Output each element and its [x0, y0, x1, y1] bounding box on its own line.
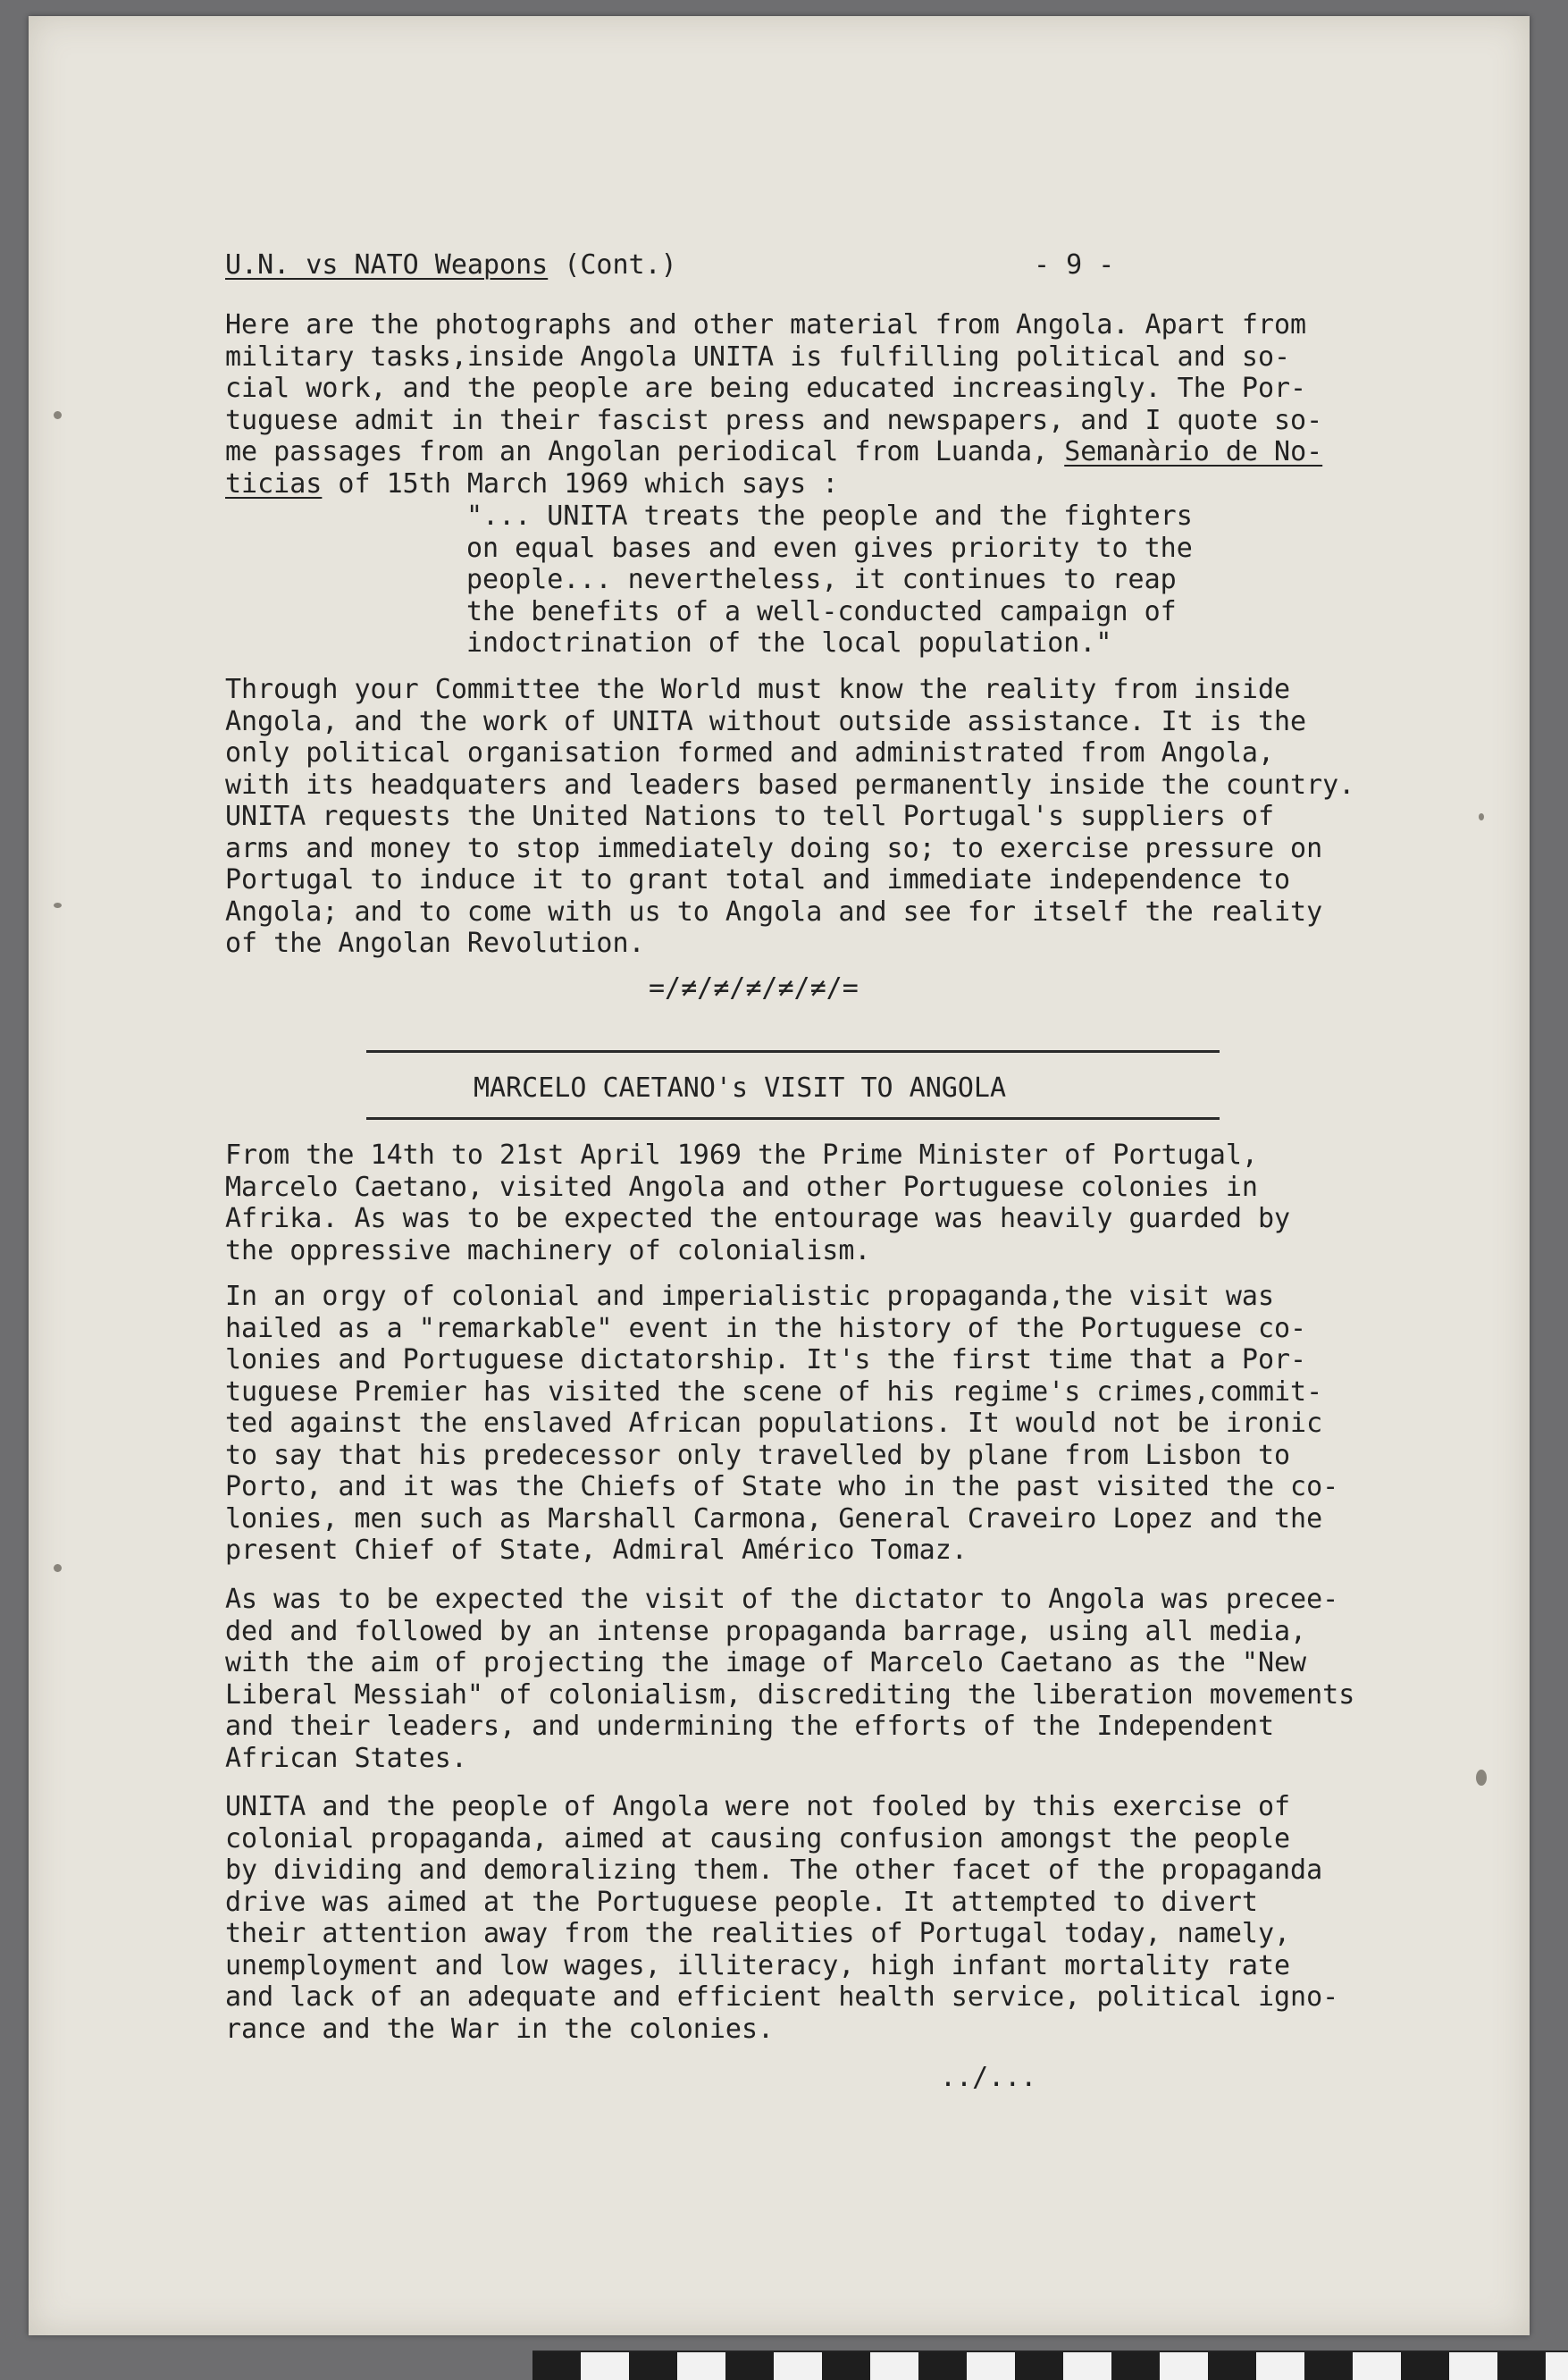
text-line: unemployment and low wages, illiteracy, high infant mortality rate	[225, 1949, 1291, 1981]
text-line: and lack of an adequate and efficient health service, political igno-	[225, 1981, 1339, 2013]
paragraph-barrage	[225, 1584, 1449, 1774]
text-line: present Chief of State, Admiral Américo Tomaz.	[225, 1535, 968, 1566]
text-line: UNITA requests the United Nations to tell Portugal's suppliers of	[225, 801, 1274, 832]
text-line: tuguese admit in their fascist press and newspapers, and I quote so-	[225, 404, 1323, 436]
paragraph-unita-response	[225, 1791, 1449, 2045]
text-line	[225, 436, 1449, 468]
paragraph-visit	[225, 1140, 1449, 1266]
header-cont: (Cont.)	[548, 249, 677, 281]
text-line: Through your Committee the World must know the reality from inside	[225, 674, 1291, 705]
text-line: cial work, and the people are being educated increasingly. The Por-	[225, 373, 1307, 404]
text-line: colonial propaganda, aimed at causing confusion amongst the people	[225, 1822, 1291, 1854]
quote-line: people... nevertheless, it continues to reap	[466, 564, 1177, 595]
text-line: arms and money to stop immediately doing so; to exercise pressure on	[225, 832, 1323, 864]
paper-mark	[1479, 813, 1484, 820]
text-line: Porto, and it was the Chiefs of State who in the past visited the co-	[225, 1471, 1339, 1502]
section-title: MARCELO CAETANO's VISIT TO ANGOLA	[474, 1072, 1007, 1104]
text-line: drive was aimed at the Portuguese people. It attempted to divert	[225, 1886, 1258, 1918]
periodical-title: Semanàrio de No-	[1064, 436, 1323, 467]
text-line: Marcelo Caetano, visited Angola and other Portuguese colonies in	[225, 1171, 1258, 1203]
text-line: military tasks,inside Angola UNITA is fulfilling political and so-	[225, 341, 1291, 373]
text-line: to say that his predecessor only travelled by plane from Lisbon to	[225, 1439, 1291, 1471]
text-line: of the Angolan Revolution.	[225, 928, 645, 959]
text-line: by dividing and demoralizing them. The other facet of the propaganda	[225, 1854, 1323, 1886]
text-line: with its headquaters and leaders based permanently inside the country.	[225, 769, 1355, 801]
text-line: Here are the photographs and other material from Angola. Apart from	[225, 309, 1307, 341]
text-line: with the aim of projecting the image of Marcelo Caetano as the "New	[225, 1647, 1307, 1678]
quote-line: on equal bases and even gives priority to the	[466, 532, 1193, 564]
text-line: As was to be expected the visit of the dictator to Angola was preceе-	[225, 1584, 1339, 1615]
text-line	[225, 468, 1449, 500]
text-line: hailed as a "remarkable" event in the history of the Portuguese co-	[225, 1312, 1307, 1344]
text-line: Afrika. As was to be expected the entourage was heavily guarded by	[225, 1203, 1291, 1234]
quote-line: the benefits of a well-conducted campaign of	[466, 595, 1177, 627]
text-line: Portugal to induce it to grant total and immediate independence to	[225, 864, 1291, 896]
page-header	[225, 249, 1119, 281]
text-line: ded and followed by an intense propaganda barrage, using all media,	[225, 1615, 1307, 1647]
paragraph-propaganda	[225, 1281, 1449, 1567]
paper-mark	[54, 903, 62, 908]
quote-line: "... UNITA treats the people and the fighters	[466, 500, 1193, 532]
paper-mark	[54, 411, 62, 419]
text-line: ted against the enslaved African populations. It would not be ironic	[225, 1408, 1323, 1439]
separator-mark: =/≠/≠/≠/≠/≠/=	[649, 972, 859, 1004]
paper-mark	[1476, 1770, 1487, 1786]
page-number: - 9 -	[1034, 249, 1115, 281]
text-line: lonies, men such as Marshall Carmona, General Craveiro Lopez and the	[225, 1502, 1323, 1535]
quote-line: indoctrination of the local population."	[466, 627, 1112, 659]
text-line: tuguese Premier has visited the scene of his regime's crimes,commit-	[225, 1375, 1323, 1408]
text-line: rance and the War in the colonies.	[225, 2013, 775, 2045]
section-rule-top	[366, 1050, 1220, 1053]
section-rule-bottom	[366, 1117, 1220, 1120]
scale-ruler	[532, 2351, 1568, 2380]
text-segment: me passages from an Angolan periodical from Luanda,	[225, 436, 1065, 467]
text-line: In an orgy of colonial and imperialistic propaganda,the visit was	[225, 1281, 1274, 1312]
paragraph-appeal	[225, 674, 1449, 960]
text-line: their attention away from the realities of Portugal today, namely,	[225, 1918, 1291, 1949]
text-line: lonies and Portuguese dictatorship. It's the first time that a Por-	[225, 1344, 1307, 1375]
paper-mark	[54, 1564, 62, 1572]
text-line: Angola; and to come with us to Angola and see for itself the reality	[225, 896, 1323, 928]
text-line: the oppressive machinery of colonialism.	[225, 1234, 871, 1266]
text-line: From the 14th to 21st April 1969 the Prime Minister of Portugal,	[225, 1140, 1258, 1171]
text-segment: of 15th March 1969 which says :	[322, 467, 839, 500]
text-line: Liberal Messiah" of colonialism, discrediting the liberation movements	[225, 1678, 1355, 1711]
text-line: and their leaders, and undermining the efforts of the Independent	[225, 1711, 1274, 1742]
paragraph-intro	[225, 309, 1449, 500]
text-line: African States.	[225, 1742, 467, 1774]
text-line: UNITA and the people of Angola were not fooled by this exercise of	[225, 1791, 1291, 1822]
header-title: U.N. vs NATO Weapons	[225, 249, 549, 281]
periodical-title-cont: ticias	[225, 467, 323, 500]
continued-mark: ../...	[940, 2062, 1037, 2093]
text-line: Angola, and the work of UNITA without outside assistance. It is the	[225, 705, 1307, 737]
block-quote	[466, 500, 1360, 660]
text-line: only political organisation formed and administrated from Angola,	[225, 737, 1274, 769]
